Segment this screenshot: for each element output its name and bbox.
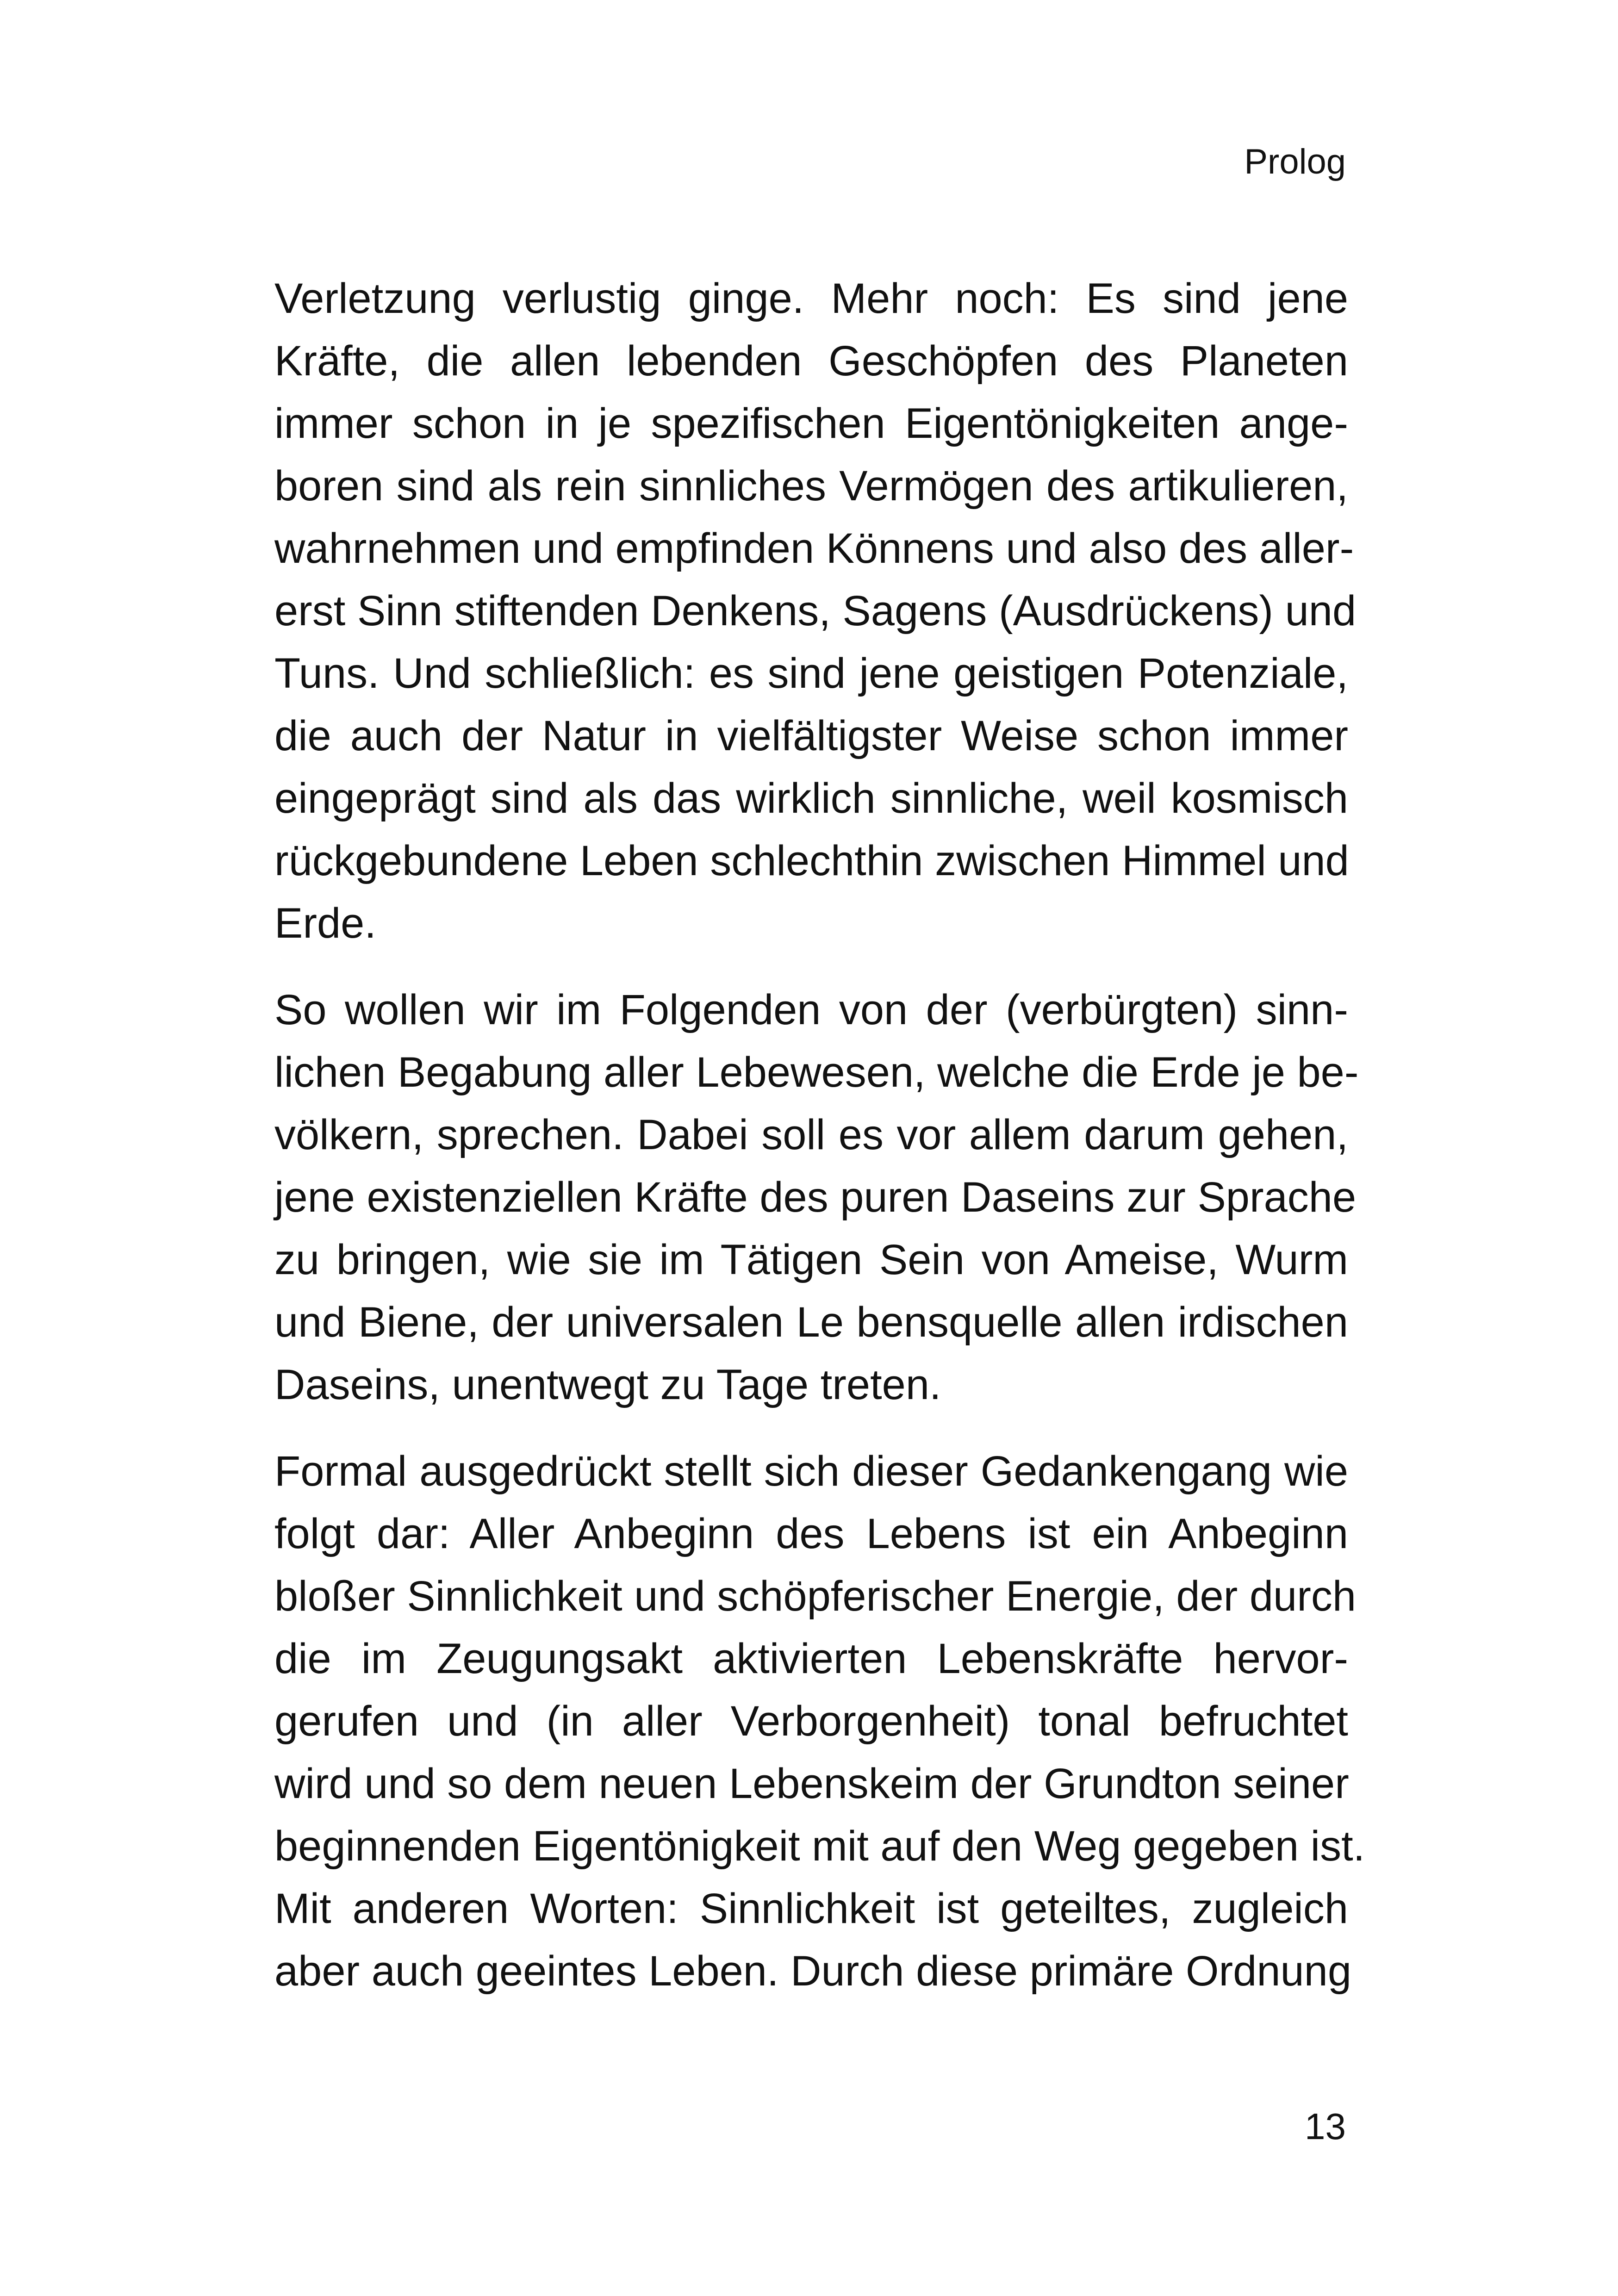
text-line: völkern, sprechen. Dabei soll es vor allem darum gehen, xyxy=(274,1111,1348,1158)
text-line: Verletzung verlustig ginge. Mehr noch: Es sind jene xyxy=(274,275,1348,322)
paragraph-3 xyxy=(274,1440,1365,2003)
text-line: erst Sinn stiftenden Denkens, Sagens (Ausdrückens) und xyxy=(274,587,1357,635)
text-line: gerufen und (in aller Verborgenheit) tonal befruchtet xyxy=(274,1698,1348,1745)
text-line: So wollen wir im Folgenden von der (verbürgten) sinn- xyxy=(274,986,1348,1033)
body-text xyxy=(274,268,1365,2003)
paragraph-2 xyxy=(274,979,1359,1416)
text-line: zu bringen, wie sie im Tätigen Sein von Ameise, Wurm xyxy=(274,1236,1348,1283)
text-line: eingeprägt sind als das wirklich sinnliche, weil kosmisch xyxy=(274,775,1348,822)
text-line: Formal ausgedrückt stellt sich dieser Gedankengang wie xyxy=(274,1448,1348,1495)
text-line: und Biene, der universalen Le bensquelle allen irdischen xyxy=(274,1299,1348,1346)
text-line: folgt dar: Aller Anbeginn des Lebens ist ein Anbeginn xyxy=(274,1510,1348,1557)
text-line: wird und so dem neuen Lebenskeim der Grundton seiner xyxy=(274,1760,1349,1807)
text-line: aber auch geeintes Leben. Durch diese primäre Ordnung xyxy=(274,1948,1351,1995)
text-line: bloßer Sinnlichkeit und schöpferischer Energie, der durch xyxy=(274,1573,1357,1620)
text-line: wahrnehmen und empfinden Könnens und also des aller- xyxy=(274,525,1354,572)
text-line: Erde. xyxy=(274,900,376,947)
text-line: die im Zeugungsakt aktivierten Lebenskräfte hervor- xyxy=(274,1635,1348,1682)
text-line: Tuns. Und schließlich: es sind jene geistigen Potenziale, xyxy=(274,650,1348,697)
text-line: Kräfte, die allen lebenden Geschöpfen des Planeten xyxy=(274,337,1348,385)
running-head: Prolog xyxy=(1244,142,1346,181)
text-line: boren sind als rein sinnliches Vermögen des artikulieren, xyxy=(274,462,1348,510)
paragraph-1 xyxy=(274,268,1357,955)
text-line: rückgebundene Leben schlechthin zwischen Himmel und xyxy=(274,837,1349,884)
text-line: lichen Begabung aller Lebewesen, welche die Erde je be- xyxy=(274,1049,1359,1096)
page-number: 13 xyxy=(1305,2106,1346,2147)
text-line: die auch der Natur in vielfältigster Weise schon immer xyxy=(274,712,1348,759)
text-line: Daseins, unentwegt zu Tage treten. xyxy=(274,1361,941,1408)
text-line: jene existenziellen Kräfte des puren Daseins zur Sprache xyxy=(274,1174,1357,1221)
text-line: Mit anderen Worten: Sinnlichkeit ist geteiltes, zugleich xyxy=(274,1885,1348,1932)
text-line: immer schon in je spezifischen Eigentönigkeiten ange- xyxy=(274,400,1348,447)
text-line: beginnenden Eigentönigkeit mit auf den Weg gegeben ist. xyxy=(274,1823,1365,1870)
